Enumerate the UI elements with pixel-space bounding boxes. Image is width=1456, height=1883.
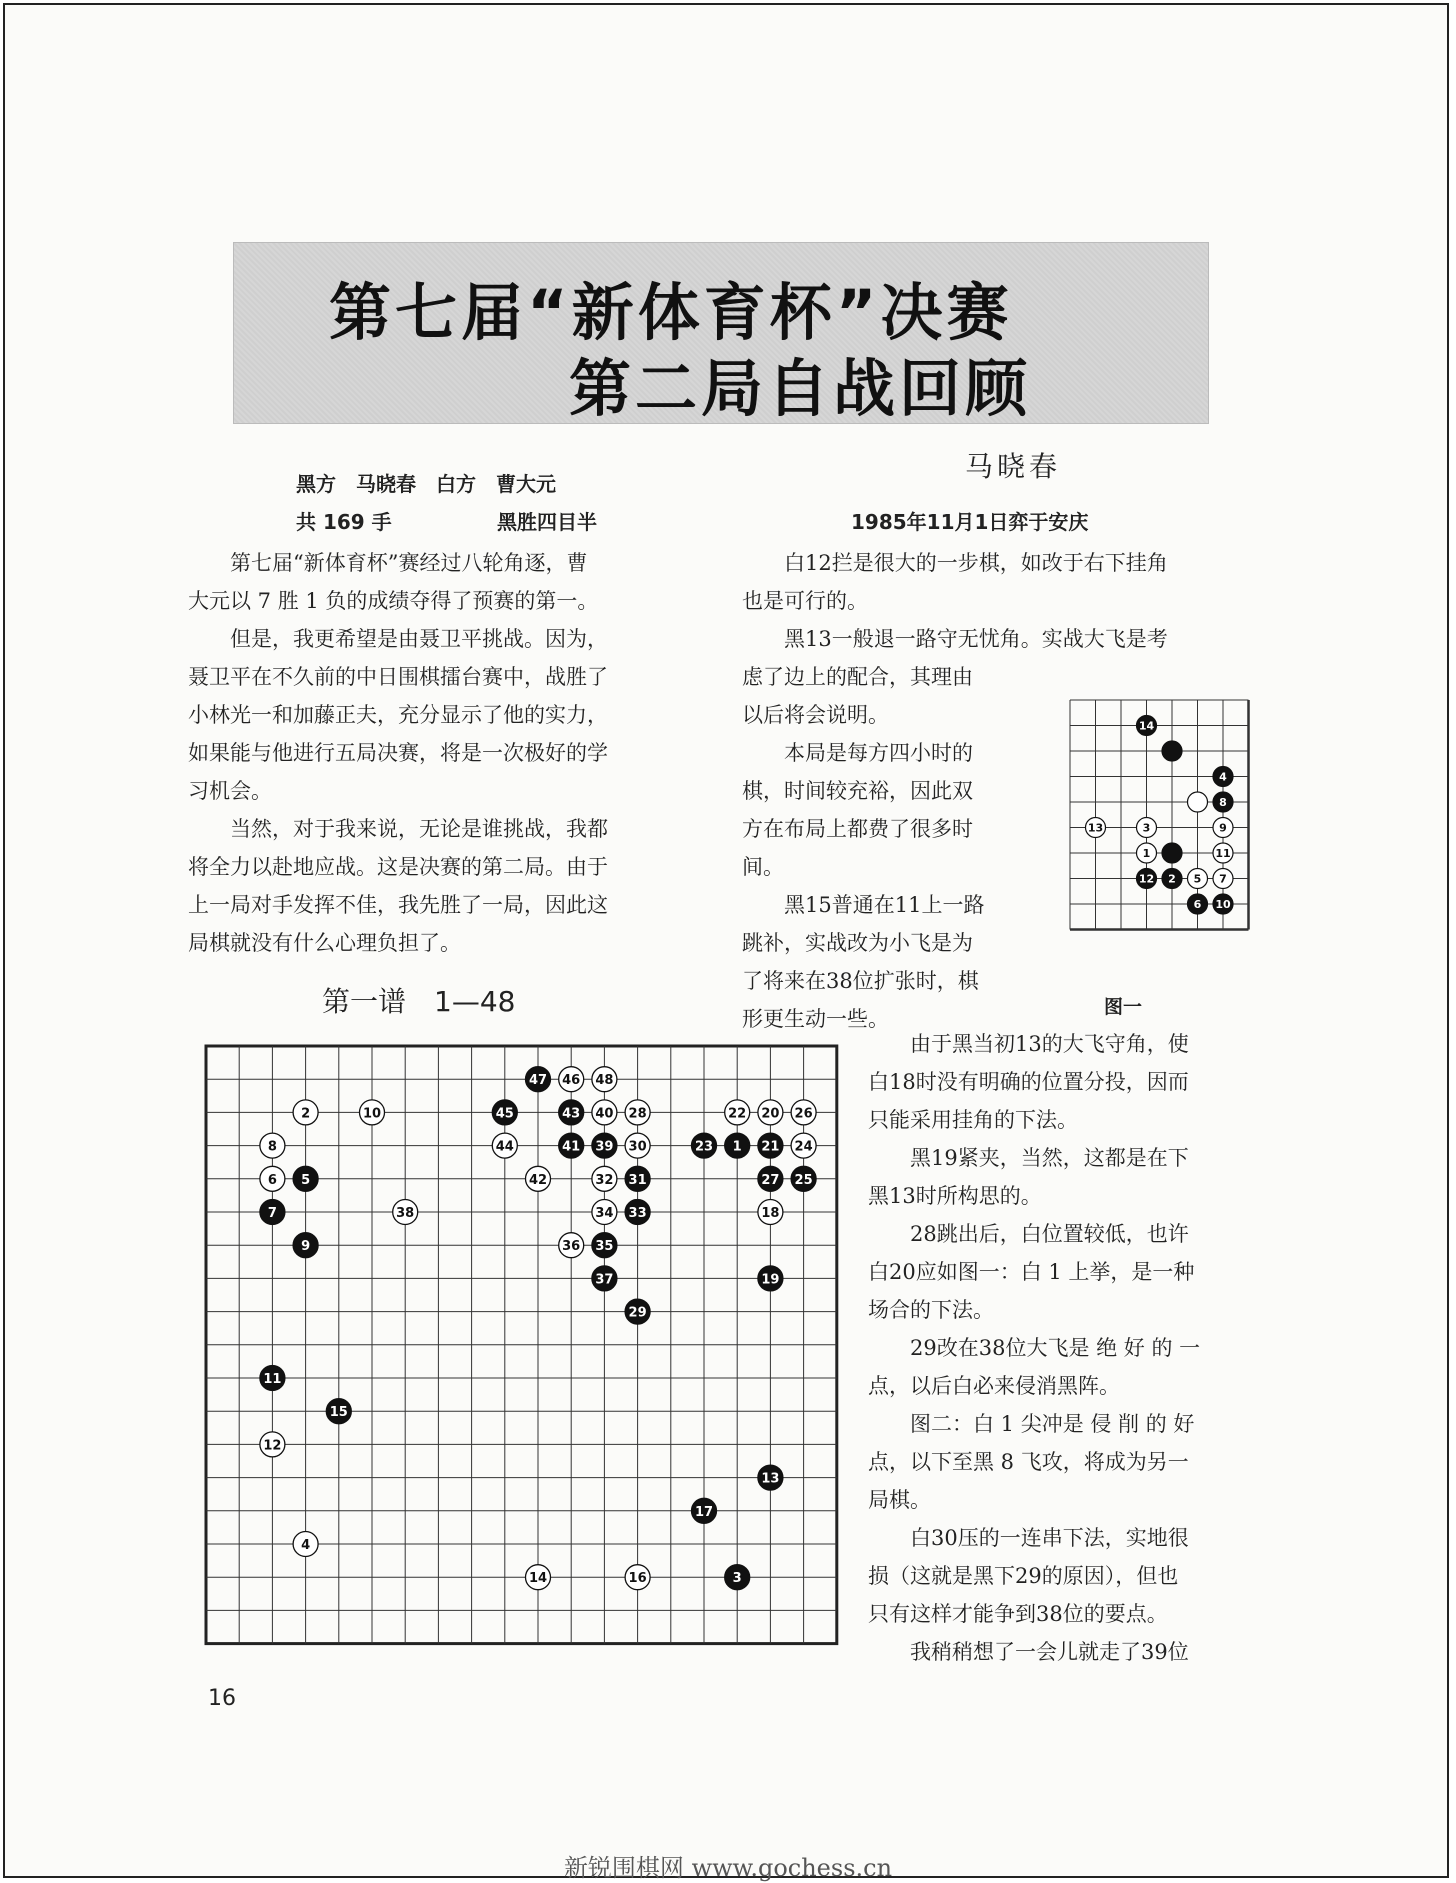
right-bottom-line: 损（这就是黑下29的原因），但也: [868, 1564, 1179, 1588]
right-bottom-line: 局棋。: [868, 1488, 931, 1512]
move-number: 31: [628, 1172, 647, 1188]
left-paragraph-line: 上一局对手发挥不佳，我先胜了一局，因此这: [188, 893, 608, 917]
move-number: 12: [1138, 872, 1155, 886]
move-number: 38: [396, 1206, 415, 1221]
move-number: 10: [362, 1106, 382, 1122]
move-number: 13: [761, 1471, 780, 1487]
move-number: 11: [1215, 847, 1231, 860]
left-paragraph-line: 第七届“新体育杯”赛经过八轮角逐，曹: [188, 551, 588, 575]
move-number: 3: [1142, 821, 1151, 835]
move-number: 23: [694, 1139, 714, 1155]
right-top-line: 间。: [742, 855, 784, 879]
left-paragraph-line: 局棋就没有什么心理负担了。: [188, 931, 461, 955]
move-number: 28: [628, 1106, 647, 1122]
move-number: 48: [595, 1073, 614, 1089]
move-number: 7: [1219, 872, 1227, 886]
move-number: 12: [263, 1438, 282, 1454]
move-number: 26: [794, 1106, 813, 1122]
right-bottom-line: 由于黑当初13的大飞守角，使: [868, 1032, 1189, 1056]
right-bottom-line: 白20应如图一：白 1 上挙，是一种: [868, 1260, 1195, 1284]
right-top-line: 方在布局上都费了很多时: [742, 817, 973, 841]
move-number: 3: [732, 1571, 742, 1587]
move-number: 8: [267, 1139, 277, 1155]
move-number: 39: [595, 1139, 614, 1155]
move-number: 20: [761, 1106, 780, 1122]
move-number: 33: [628, 1206, 647, 1221]
move-number: 40: [595, 1106, 614, 1122]
black-stone: [1162, 843, 1182, 863]
right-top-line: 以后将会说明。: [742, 703, 889, 727]
right-top-line: 也是可行的。: [742, 589, 868, 613]
right-bottom-line: 29改在38位大飞是 绝 好 的 一: [868, 1336, 1201, 1360]
main-diagram: [200, 1040, 840, 1660]
move-number: 43: [562, 1106, 581, 1122]
move-number: 18: [761, 1206, 780, 1221]
move-number: 4: [1219, 770, 1227, 784]
title-line-1: 第七届“新体育杯”决赛: [329, 276, 1013, 349]
title-line-2: 第二局自战回顾: [569, 352, 1032, 425]
right-top-line: 白12拦是很大的一步棋，如改于右下挂角: [742, 551, 1168, 575]
move-number: 11: [263, 1372, 282, 1387]
right-bottom-line: 28跳出后，白位置较低，也许: [868, 1222, 1189, 1246]
right-top-line: 形更生动一些。: [742, 1007, 889, 1031]
move-number: 5: [1193, 872, 1202, 886]
left-paragraph-line: 当然，对于我来说，无论是谁挑战，我都: [188, 817, 608, 841]
move-number: 15: [329, 1405, 348, 1421]
move-number: 36: [562, 1239, 581, 1255]
move-number: 24: [794, 1139, 813, 1155]
move-number: 5: [301, 1172, 311, 1188]
move-number: 46: [562, 1073, 581, 1089]
move-number: 6: [1193, 898, 1202, 911]
move-number: 2: [301, 1106, 311, 1122]
right-bottom-line: 场合的下法。: [868, 1298, 994, 1322]
right-top-line: 本局是每方四小时的: [742, 741, 973, 765]
move-number: 1: [1142, 847, 1151, 860]
right-top-line: 了将来在38位扩张时，棋: [742, 969, 979, 993]
right-top-line: 黑13一般退一路守无忧角。实战大飞是考: [742, 627, 1168, 651]
move-number: 35: [595, 1239, 614, 1255]
left-paragraph-line: 如果能与他进行五局决赛，将是一次极好的学: [188, 741, 608, 765]
move-number: 37: [595, 1272, 614, 1288]
move-number: 29: [628, 1305, 647, 1321]
right-bottom-line: 只有这样才能争到38位的要点。: [868, 1602, 1168, 1626]
move-number: 21: [761, 1139, 780, 1155]
right-bottom-line: 点，以下至黑 8 飞攻，将成为另一: [868, 1450, 1189, 1474]
move-number: 30: [628, 1139, 647, 1155]
move-number: 14: [1138, 719, 1155, 733]
game-date: 1985年11月1日弈于安庆: [851, 510, 1089, 534]
move-number: 41: [562, 1139, 581, 1155]
title-banner: [233, 242, 1209, 424]
move-number: 14: [528, 1571, 548, 1587]
move-number: 42: [528, 1172, 548, 1188]
move-number: 2: [1168, 872, 1176, 886]
move-number: 9: [1219, 821, 1227, 835]
move-number: 7: [267, 1206, 277, 1221]
black-stone: [1162, 741, 1182, 761]
right-bottom-text: [868, 1025, 1263, 1671]
right-top-line: 虑了边上的配合，其理由: [742, 665, 973, 689]
left-paragraph-line: 小林光一和加藤正夫，充分显示了他的实力，: [188, 703, 608, 727]
move-number: 17: [694, 1504, 714, 1520]
left-paragraph-line: 习机会。: [188, 779, 272, 803]
left-column-text: [188, 544, 698, 962]
page-number: 16: [208, 1686, 236, 1711]
move-number: 9: [301, 1239, 311, 1255]
move-number: 27: [761, 1172, 780, 1188]
right-bottom-line: 白30压的一连串下法，实地很: [868, 1526, 1189, 1550]
move-number: 8: [1219, 796, 1227, 809]
move-number: 1: [732, 1139, 742, 1155]
right-bottom-line: 图二：白 1 尖冲是 侵 削 的 好: [868, 1412, 1195, 1436]
diagram-one: [1060, 690, 1260, 980]
left-paragraph-line: 将全力以赴地应战。这是决赛的第二局。由于: [188, 855, 608, 879]
move-number: 4: [301, 1538, 311, 1553]
right-top-line: 跳补，实战改为小飞是为: [742, 931, 973, 955]
move-number: 6: [267, 1172, 277, 1188]
main-diagram-caption: 第一谱 1—48: [322, 985, 516, 1018]
white-stone: [1188, 792, 1208, 812]
author: 马晓春: [965, 450, 1062, 483]
move-number: 32: [595, 1172, 614, 1188]
move-number: 16: [628, 1571, 647, 1587]
move-number: 22: [728, 1106, 747, 1122]
left-paragraph-line: 大元以 7 胜 1 负的成绩夺得了预赛的第一。: [188, 589, 599, 613]
move-number: 45: [495, 1106, 514, 1122]
right-bottom-line: 只能采用挂角的下法。: [868, 1108, 1078, 1132]
right-bottom-line: 黑19紧夹，当然，这都是在下: [868, 1146, 1189, 1170]
right-top-line: 黑15普通在11上一路: [742, 893, 985, 917]
game-result: 黑胜四目半: [497, 510, 597, 534]
right-top-line: 棋，时间较充裕，因此双: [742, 779, 973, 803]
right-bottom-line: 黑13时所构思的。: [868, 1184, 1042, 1208]
right-bottom-line: 我稍稍想了一会儿就走了39位: [868, 1640, 1189, 1664]
footer-watermark: 新锐围棋网 www.gochess.cn: [563, 1854, 893, 1882]
players-line: 黑方 马晓春 白方 曹大元: [296, 472, 556, 496]
move-number: 44: [495, 1139, 514, 1155]
move-number: 47: [528, 1073, 548, 1089]
move-number: 19: [761, 1272, 780, 1288]
right-bottom-line: 点，以后白必来侵消黑阵。: [868, 1374, 1120, 1398]
move-number: 10: [1215, 898, 1231, 911]
left-paragraph-line: 聂卫平在不久前的中日围棋擂台赛中，战胜了: [188, 665, 608, 689]
left-paragraph-line: 但是，我更希望是由聂卫平挑战。因为，: [188, 627, 608, 651]
moves-count: 共 169 手: [296, 510, 392, 534]
right-bottom-line: 白18时没有明确的位置分投，因而: [868, 1070, 1189, 1094]
move-number: 13: [1087, 821, 1104, 835]
diagram-one-caption: 图一: [1104, 996, 1143, 1018]
move-number: 25: [794, 1172, 813, 1188]
move-number: 34: [595, 1206, 614, 1221]
